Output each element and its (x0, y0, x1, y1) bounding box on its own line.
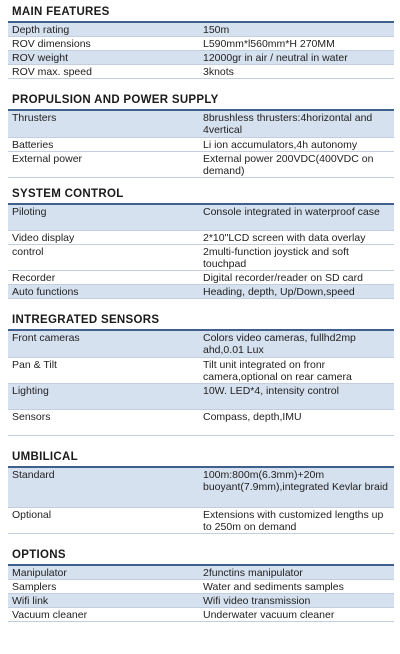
spec-value: Compass, depth,IMU (199, 409, 394, 435)
propulsion-table (8, 111, 394, 178)
spec-key: Recorder (8, 271, 199, 285)
table-row (8, 245, 394, 271)
table-row (8, 151, 394, 177)
spec-key: Optional (8, 508, 199, 534)
spec-key: Depth rating (8, 23, 199, 37)
table-row (8, 51, 394, 65)
section-title-main-features: MAIN FEATURES (8, 4, 394, 23)
spec-value: Digital recorder/reader on SD card (199, 271, 394, 285)
spec-value: 100m:800m(6.3mm)+20m buoyant(7.9mm),integrated Kevlar braid (199, 468, 394, 508)
section-title-propulsion: PROPULSION AND POWER SUPPLY (8, 92, 394, 111)
spec-key: Front cameras (8, 331, 199, 357)
spec-key: Piloting (8, 205, 199, 231)
system-control-table (8, 205, 394, 300)
table-row (8, 65, 394, 79)
spec-key: Samplers (8, 580, 199, 594)
spec-key: Thrusters (8, 111, 199, 137)
section-title-options: OPTIONS (8, 547, 394, 566)
table-row (8, 594, 394, 608)
spec-key: Lighting (8, 383, 199, 409)
spec-value: Extensions with customized lengths up to 250m on demand (199, 508, 394, 534)
table-row (8, 468, 394, 508)
spec-value: L590mm*l560mm*H 270MM (199, 37, 394, 51)
spec-value: Wifi video transmission (199, 594, 394, 608)
spec-value: Li ion accumulators,4h autonomy (199, 137, 394, 151)
spec-value: Colors video cameras, fullhd2mp ahd,0.01 Lux (199, 331, 394, 357)
table-row (8, 23, 394, 37)
table-row (8, 580, 394, 594)
spec-value: 12000gr in air / neutral in water (199, 51, 394, 65)
spec-value: Tilt unit integrated on fronr camera,optional on rear camera (199, 357, 394, 383)
table-row (8, 357, 394, 383)
spec-key: Sensors (8, 409, 199, 435)
main-features-table (8, 23, 394, 79)
table-row (8, 383, 394, 409)
table-row (8, 231, 394, 245)
table-row (8, 271, 394, 285)
spec-key: ROV max. speed (8, 65, 199, 79)
table-row (8, 331, 394, 357)
spec-value: 150m (199, 23, 394, 37)
spec-key: Pan & Tilt (8, 357, 199, 383)
spec-value: Console integrated in waterproof case (199, 205, 394, 231)
spec-value: 2*10"LCD screen with data overlay (199, 231, 394, 245)
spec-value: External power 200VDC(400VDC on demand) (199, 151, 394, 177)
table-row (8, 608, 394, 622)
table-row (8, 508, 394, 534)
spec-key: Standard (8, 468, 199, 508)
spec-value: Water and sediments samples (199, 580, 394, 594)
spec-key: Auto functions (8, 285, 199, 299)
spec-key: ROV weight (8, 51, 199, 65)
sensors-table (8, 331, 394, 436)
spec-key: ROV dimensions (8, 37, 199, 51)
spec-value: Underwater vacuum cleaner (199, 608, 394, 622)
spec-value: 10W. LED*4, intensity control (199, 383, 394, 409)
table-row (8, 111, 394, 137)
spec-key: control (8, 245, 199, 271)
spec-value: Heading, depth, Up/Down,speed (199, 285, 394, 299)
spec-key: Video display (8, 231, 199, 245)
spec-key: Batteries (8, 137, 199, 151)
spec-key: Vacuum cleaner (8, 608, 199, 622)
table-row (8, 205, 394, 231)
table-row (8, 409, 394, 435)
spec-value: 3knots (199, 65, 394, 79)
spec-value: 8brushless thrusters:4horizontal and 4vertical (199, 111, 394, 137)
table-row (8, 37, 394, 51)
spec-key: Wifi link (8, 594, 199, 608)
table-row (8, 137, 394, 151)
umbilical-table (8, 468, 394, 535)
section-title-system-control: SYSTEM CONTROL (8, 186, 394, 205)
section-title-umbilical: UMBILICAL (8, 449, 394, 468)
spec-value: 2functins manipulator (199, 566, 394, 580)
section-title-sensors: INTREGRATED SENSORS (8, 312, 394, 331)
options-table (8, 566, 394, 622)
table-row (8, 566, 394, 580)
spec-key: Manipulator (8, 566, 199, 580)
table-row (8, 285, 394, 299)
spec-key: External power (8, 151, 199, 177)
spec-value: 2multi-function joystick and soft touchpad (199, 245, 394, 271)
